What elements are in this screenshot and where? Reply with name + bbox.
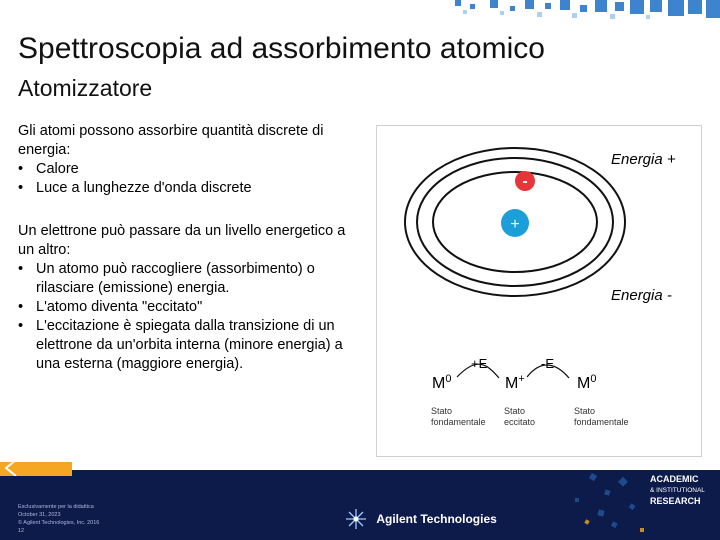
- footer-line: Esclusivamente per la didattica: [18, 504, 94, 510]
- page-number: 12: [18, 528, 25, 534]
- footer-line: October 31, 2023: [18, 512, 61, 518]
- bullet-item: • Calore: [18, 160, 358, 179]
- state-ground-1-label: Stato fondamentale: [431, 406, 486, 427]
- bullet-list-absorb: [18, 160, 358, 198]
- transition-plus-label: +E: [471, 356, 488, 371]
- academic-line: & INSTITUTIONAL: [650, 487, 705, 494]
- bullet-item: • L'eccitazione è spiegata dalla transizione di un elettrone da un'orbita interna (minore energia) a una esterna (maggiore energia).: [18, 317, 358, 374]
- state-excited-symbol: M+: [505, 373, 525, 392]
- state-excited-label: Stato eccitato: [504, 406, 536, 427]
- slide-subtitle: Atomizzatore: [18, 75, 153, 101]
- bullet-item: • L'atomo diventa "eccitato": [18, 298, 358, 317]
- electron-symbol: -: [522, 173, 528, 190]
- paragraph-heading-transition: Un elettrone può passare da un livello energetico a un altro:: [18, 223, 346, 258]
- agilent-spark-icon: [345, 508, 367, 530]
- transition-minus-label: -E: [541, 356, 554, 371]
- nucleus-symbol: +: [510, 216, 520, 233]
- bullet-item: • Luce a lunghezze d'onda discrete: [18, 179, 358, 198]
- state-ground-1-symbol: $M^0$: [432, 373, 452, 392]
- footer-legal: [18, 503, 99, 535]
- header-decoration: [0, 0, 720, 20]
- academic-line: RESEARCH: [650, 496, 701, 506]
- academic-line: ACADEMIC: [650, 474, 699, 484]
- slide-title: Spettroscopia ad assorbimento atomico: [18, 32, 545, 65]
- bullet-list-transition: [18, 260, 358, 374]
- footer-line: © Agilent Technologies, Inc. 2016: [18, 520, 100, 526]
- atom-diagram: [377, 126, 703, 458]
- academic-research-logo: [650, 474, 705, 507]
- energy-minus-label: Energia -: [611, 287, 672, 304]
- text-column: [18, 122, 358, 374]
- agilent-logo: [345, 508, 497, 530]
- energy-plus-label: Energia +: [611, 151, 676, 168]
- bullet-item: • Un atomo può raccogliere (assorbimento) o rilasciare (emissione) energia.: [18, 260, 358, 298]
- brand-name: Agilent Technologies: [376, 512, 497, 526]
- state-ground-2-label: Stato fondamentale: [574, 406, 629, 427]
- back-chevron-icon[interactable]: [0, 456, 72, 476]
- atom-diagram-panel: [376, 125, 702, 457]
- state-ground-2-symbol: $M^0$: [577, 373, 597, 392]
- paragraph-heading-absorb: Gli atomi possono assorbire quantità discrete di energia:: [18, 123, 324, 158]
